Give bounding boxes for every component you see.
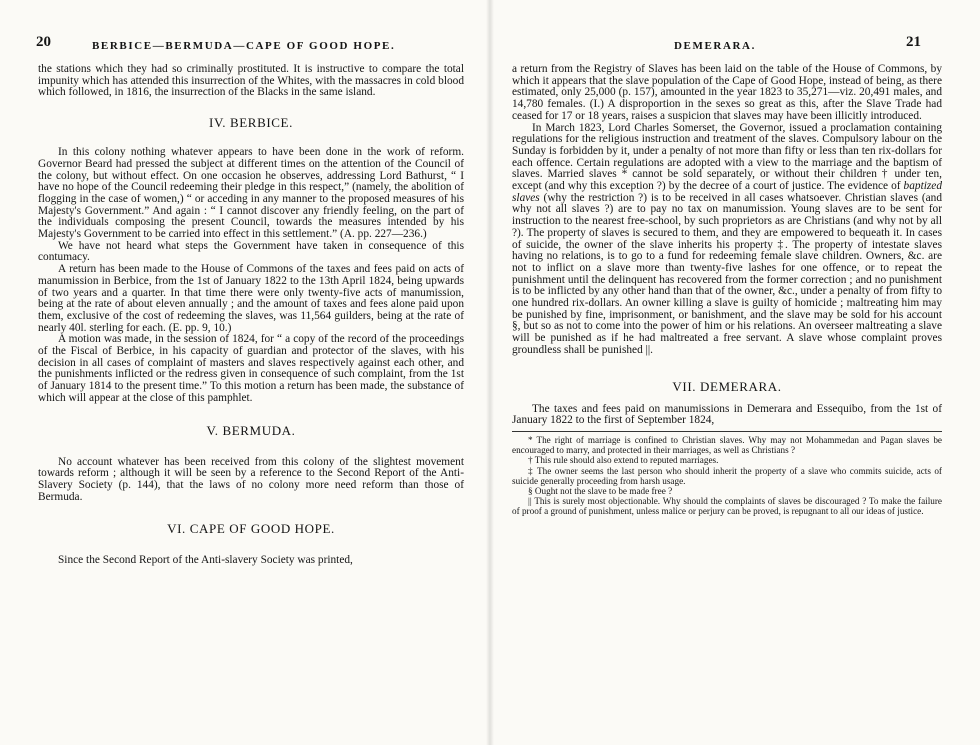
berbice-paragraph: A motion was made, in the session of 1824, for “ a copy of the record of the proceedings of the Fiscal of Berbice, in his capacity of guardian and protector of the slaves, with his decision in all cases of complaint of masters and slaves respectively against each other, and the punishments inflicted or the redress given in consequence of such complaint, from the 1st of January 1814 to the present time.” To this motion a return has been made, the substance of which will appear at the close of this pamphlet. xyxy=(38,333,464,404)
berbice-paragraph: We have not heard what steps the Government have taken in consequence of this contumacy. xyxy=(38,239,464,264)
right-page-number: 21 xyxy=(906,34,921,50)
section-heading-berbice: IV. BERBICE. xyxy=(209,115,293,131)
berbice-paragraph: A return has been made to the House of Commons of the taxes and fees paid on acts of manumission in Berbice, from the 1st of January 1822 to the 13th April 1824, being upwards of two years and a quarter. In that time there were only twenty-five acts of manumission, being at the rate of about eleven annually ; and the amount of taxes and fees alone paid upon them, exclusive of the cost of redeeming the slaves, was 11,564 guilders, being at the rate of nearly 40l. sterling for each. (E. pp. 9, 10.) xyxy=(38,263,464,334)
left-column xyxy=(38,64,464,567)
footnote: † This rule should also extend to reputed marriages. xyxy=(528,455,719,466)
march-paragraph xyxy=(512,123,942,357)
footnote: || This is surely most objectionable. Why should the complaints of slaves be discouraged ? To make the failure of proof a ground of punishment, unless malice or perjury can be proved, is repugnant to all our ideas of justice. xyxy=(512,496,942,517)
demerara-paragraph: The taxes and fees paid on manumissions in Demerara and Essequibo, from the 1st of January 1822 to the first of September 1824, xyxy=(512,402,942,427)
left-page-number: 20 xyxy=(36,34,51,50)
footnote: § Ought not the slave to be made free ? xyxy=(528,486,673,496)
right-column xyxy=(512,64,942,517)
berbice-paragraph: In this colony nothing whatever appears to have been done in the work of reform. Governor Beard had pressed the subject at different times on the attention of the Council of the colony, but without effect. On one occasion he observes, addressing Lord Bathurst, “ I have no hope of the Council redeeming their pledge in this respect,” (namely, the abolition of flogging in the case of women,) “ or acceding in any manner to the proposed measures of his Majesty's Government.” And again : “ I cannot discover any friendly feeling, on the part of the individuals composing the present Council, towards the measures intended by his Majesty's Government to be carried into effect in this settlement.” (A. pp. 227—236.) xyxy=(38,146,464,241)
footnote: ‡ The owner seems the last person who should inherit the property of a slave who commits suicide, acts of suicide generally proceeding from harsh usage. xyxy=(512,465,942,486)
continued-paragraph: the stations which they had so criminally prostituted. It is instructive to compare the total impunity which has attended this insurrection of the Whites, with the massacres in cold blood which followed, in 1816, the insurrection of the Blacks in the same island. xyxy=(38,63,464,99)
section-heading-cape: VI. CAPE OF GOOD HOPE. xyxy=(167,521,335,537)
left-running-title: BERBICE—BERMUDA—CAPE OF GOOD HOPE. xyxy=(92,40,396,52)
march-text-part-2: (why the restriction ?) is to be received in all cases whatsoever. Christian slaves (and why not all slaves ?) are to pay no tax on manumission. Young slaves are to be sent for instruction to the nearest free-school, by such proprietors as are Christians (and why not by all ?). The property of slaves is secured to them, and they are empowered to bequeath it. In cases of suicide, the owner of the slave inherits his property ‡. The property of intestate slaves having no relations, is to go to a fund for redeeming female slave children. Owners, &c. are not to inflict on a slave more than twenty-five lashes for one offence, or to repeat the punishment until the delinquent has recovered from the former correction ; and no punishment is to be inflicted by any other hand than that of the owner, &c., under a penalty of from fifty to one hundred rix-dollars. An owner killing a slave is guilty of homicide ; maltreating him may be punished by fine, imprisonment, or banishment, and the slave may be sold for his account §, but so as not to come into the power of him or his relations. An overseer maltreating a slave will be punished as if he had maltreated a free servant. A slave whose complaint proves groundless shall be punished ||. xyxy=(512,191,942,356)
baptized-slaves-italic: baptized slaves xyxy=(512,180,942,204)
footnote: * The right of marriage is confined to Christian slaves. Why may not Mohammedan and Pagan slaves be encouraged to marry, and protected in their marriages, as well as Christians ? xyxy=(512,434,942,456)
page-gutter xyxy=(486,0,494,745)
section-heading-demerara: VII. DEMERARA. xyxy=(672,378,782,394)
cape-continued-paragraph: a return from the Registry of Slaves has been laid on the table of the House of Commons, by which it appears that the slave population of the Cape of Good Hope, instead of being, as there estimated, only 25,000 (p. 157), amounted in the year 1823 to 35,271—viz. 20,491 males, and 14,780 females. (I.) A disproportion in the sexes so great as this, after the Slave Trade had ceased for 17 or 18 years, raises a suspicion that slaves may have been illicitly introduced. xyxy=(512,63,942,122)
section-heading-bermuda: V. BERMUDA. xyxy=(206,422,296,438)
footnote-rule xyxy=(512,431,942,432)
march-text-part-1: In March 1823, Lord Charles Somerset, the Governor, issued a proclamation containing regulations for the religious instruction and treatment of the slaves. Compulsory labour on the Sunday is forbidden by it, under a penalty of not more than fifty or less than ten rix-dollars for each offence. Certain regulations are adopted with a view to the marriage and the baptism of slaves. Married slaves * cannot be sold separately, or without their children † under ten, except (and why this exception ?) by the decree of a court of justice. The evidence of xyxy=(512,121,942,193)
cape-paragraph: Since the Second Report of the Anti-slavery Society was printed, xyxy=(58,554,353,567)
right-running-title: DEMERARA. xyxy=(674,40,756,52)
bermuda-paragraph: No account whatever has been received from this colony of the slightest movement towards reform ; although it will be seen by a reference to the Second Report of the Anti-Slavery Society (p. 144), that the laws of no colony more need reform than those of Bermuda. xyxy=(38,455,464,503)
